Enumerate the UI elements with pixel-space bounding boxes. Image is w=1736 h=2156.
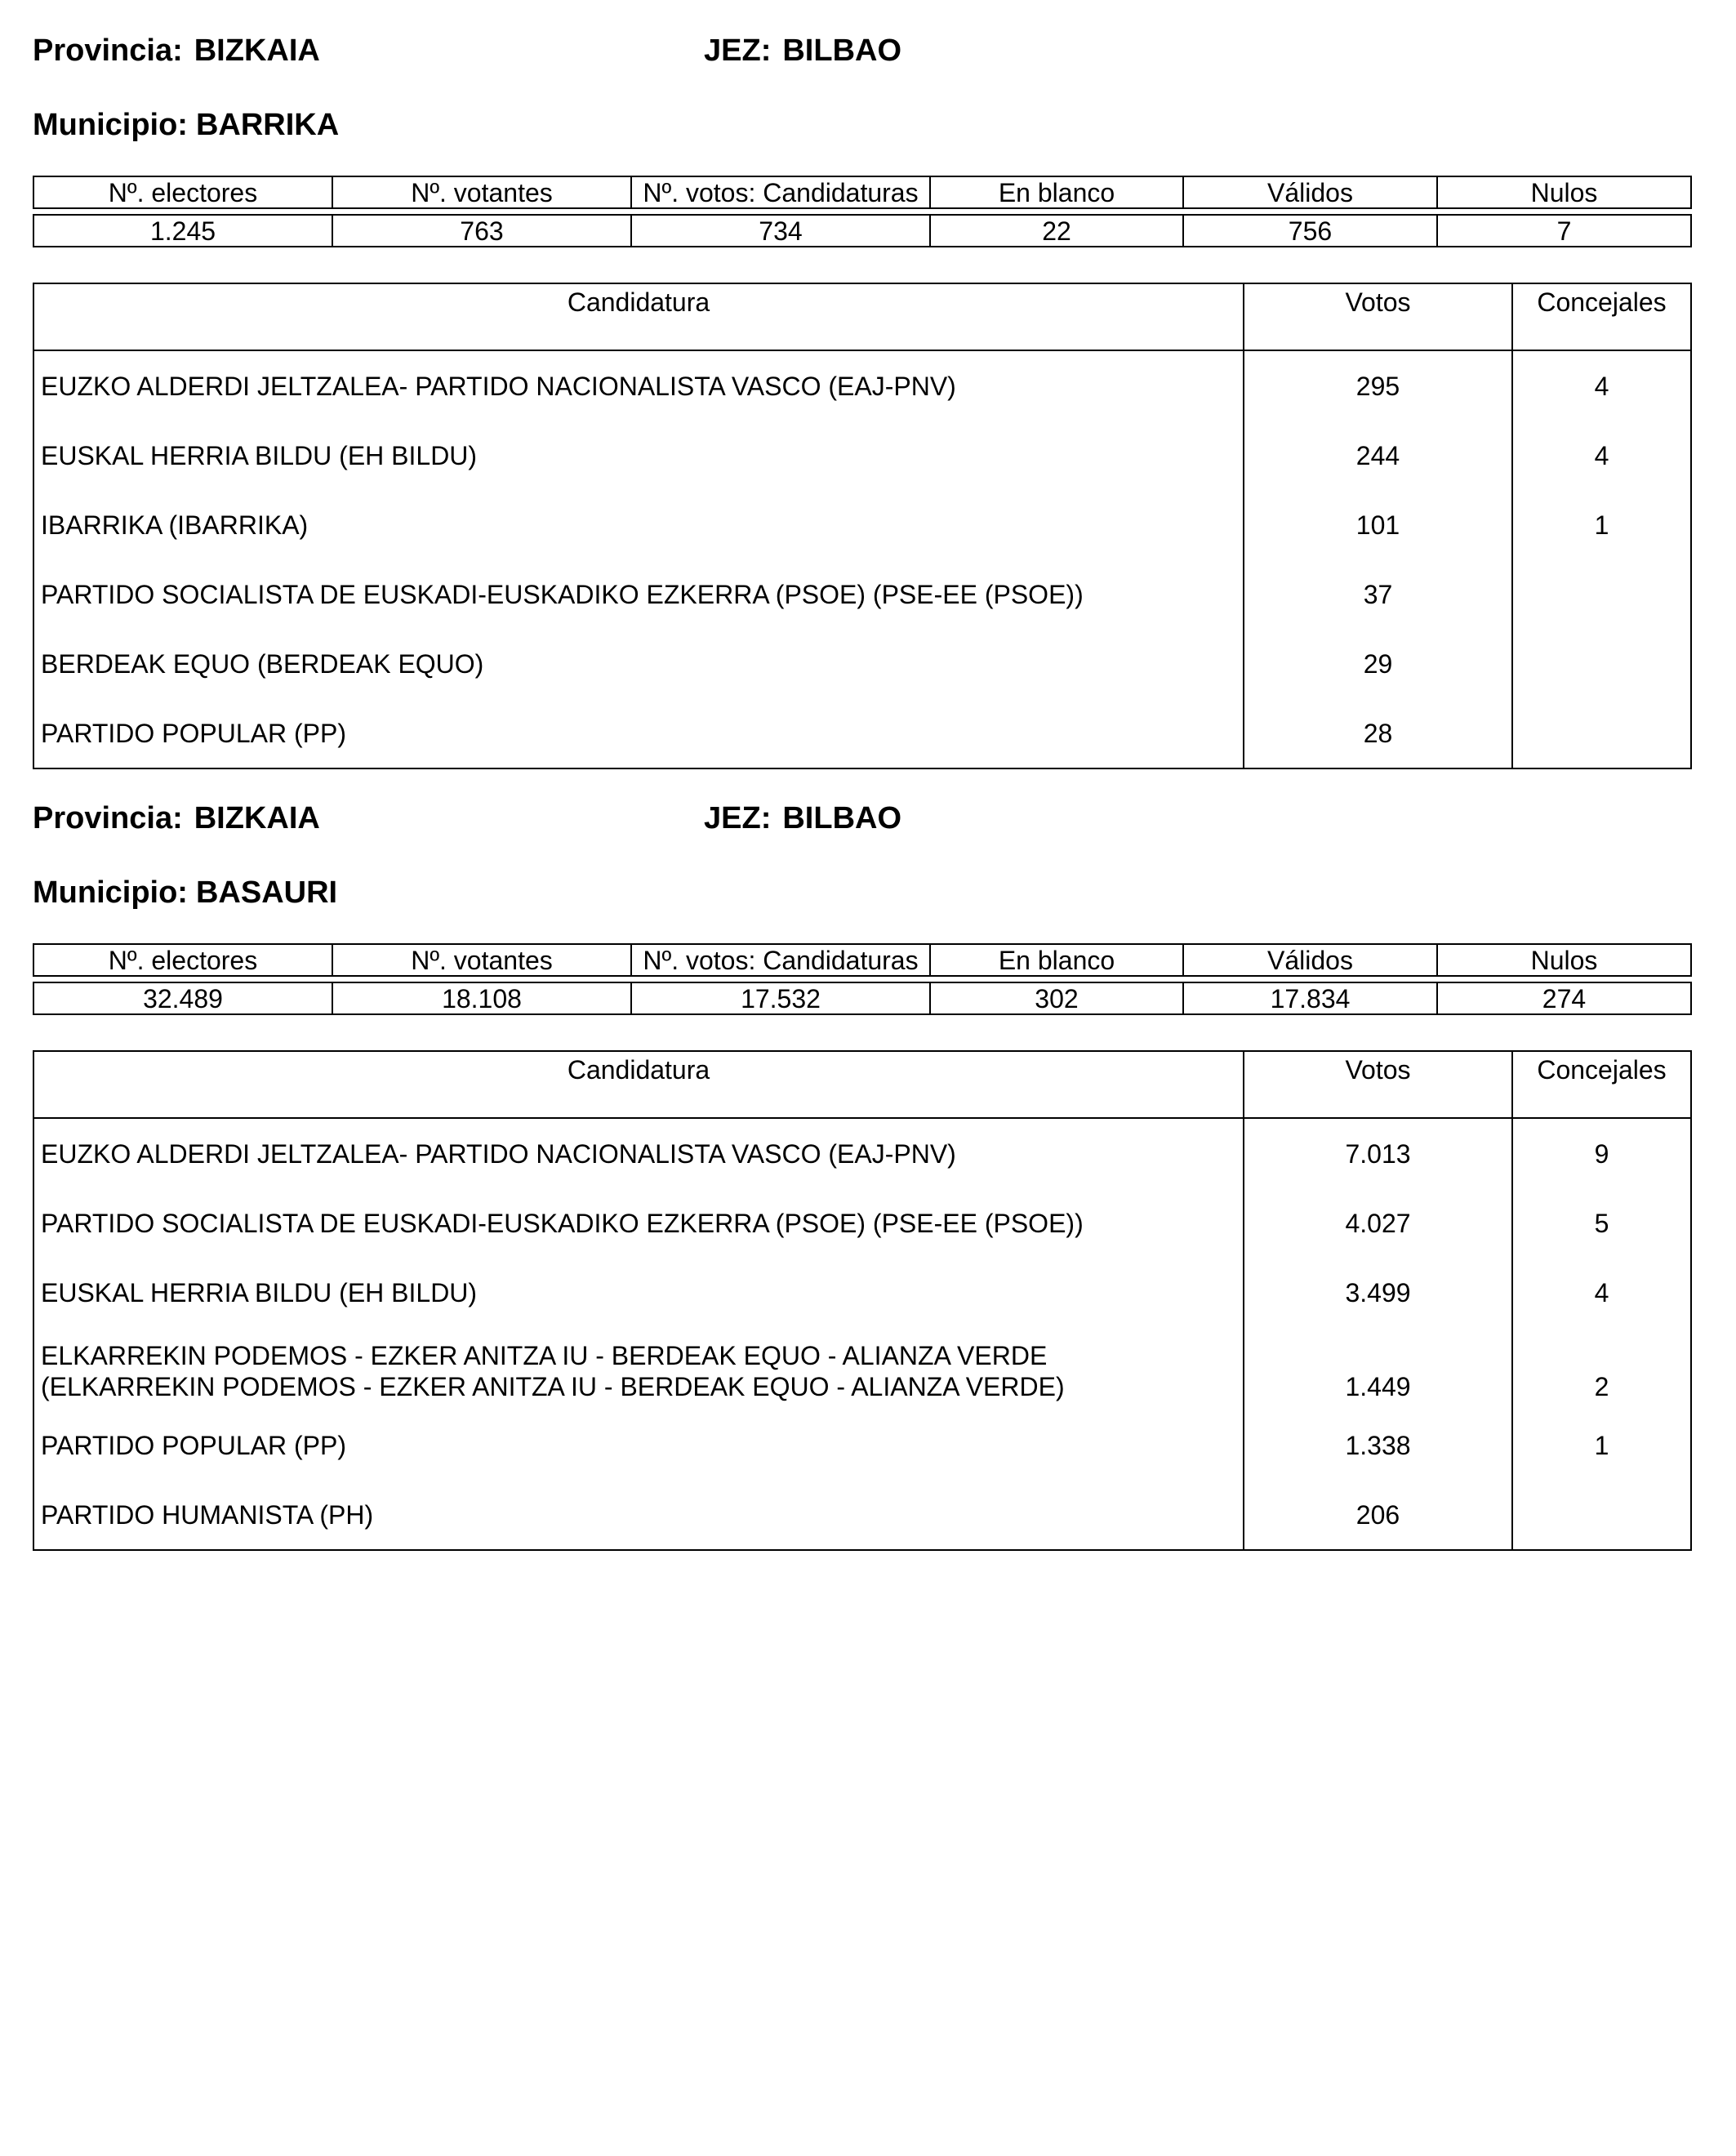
value-votantes: 18.108 — [332, 982, 631, 1014]
votos-cell: 244 — [1244, 421, 1512, 490]
concejales-cell — [1512, 698, 1691, 768]
concejales-cell — [1512, 559, 1691, 629]
candidatura-cell: PARTIDO POPULAR (PP) — [33, 698, 1244, 768]
votos-cell: 101 — [1244, 490, 1512, 559]
concejales-cell: 4 — [1512, 350, 1691, 421]
concejales-cell — [1512, 629, 1691, 698]
concejales-cell: 1 — [1512, 490, 1691, 559]
municipio-section-basauri — [0, 768, 1736, 1535]
jez-heading — [704, 800, 901, 836]
results-header-row — [33, 283, 1691, 350]
value-validos: 17.834 — [1183, 982, 1437, 1014]
candidatura-line-2: (ELKARREKIN PODEMOS - EZKER ANITZA IU - BERDEAK EQUO - ALIANZA VERDE) — [41, 1372, 1065, 1401]
votos-cell: 7.013 — [1244, 1118, 1512, 1188]
jez-heading — [704, 33, 901, 69]
candidatura-cell: EUZKO ALDERDI JELTZALEA- PARTIDO NACIONALISTA VASCO (EAJ-PNV) — [33, 1118, 1244, 1188]
candidatura-cell: BERDEAK EQUO (BERDEAK EQUO) — [33, 629, 1244, 698]
municipio-label: Municipio: — [33, 875, 188, 910]
header-votos-candidaturas: Nº. votos: Candidaturas — [631, 176, 930, 208]
results-table — [33, 1050, 1692, 1551]
header-votos-candidaturas: Nº. votos: Candidaturas — [631, 944, 930, 976]
table-row — [33, 559, 1691, 629]
municipio-label: Municipio: — [33, 108, 188, 142]
candidatura-cell: PARTIDO POPULAR (PP) — [33, 1410, 1244, 1480]
value-votos-candidaturas: 17.532 — [631, 982, 930, 1014]
summary-header-row — [33, 176, 1691, 208]
provincia-value: BIZKAIA — [194, 801, 320, 835]
concejales-cell — [1512, 1480, 1691, 1550]
header-nulos: Nulos — [1437, 176, 1691, 208]
table-row — [33, 698, 1691, 768]
municipio-value: BARRIKA — [195, 108, 340, 142]
value-validos: 756 — [1183, 215, 1437, 247]
municipio-heading — [33, 875, 337, 911]
value-electores: 1.245 — [33, 215, 332, 247]
table-row — [33, 1327, 1691, 1410]
provincia-value: BIZKAIA — [194, 33, 320, 68]
table-row — [33, 350, 1691, 421]
header-votantes: Nº. votantes — [332, 944, 631, 976]
results-table — [33, 283, 1692, 769]
concejales-cell: 4 — [1512, 1258, 1691, 1327]
header-concejales: Concejales — [1512, 1051, 1691, 1118]
summary-values-row — [33, 982, 1691, 1014]
header-votos: Votos — [1244, 283, 1512, 350]
concejales-cell: 2 — [1512, 1327, 1691, 1410]
candidatura-line-1: ELKARREKIN PODEMOS - EZKER ANITZA IU - BERDEAK EQUO - ALIANZA VERDE — [41, 1341, 1048, 1370]
provincia-heading — [33, 33, 320, 69]
value-nulos: 7 — [1437, 215, 1691, 247]
header-en-blanco: En blanco — [930, 944, 1183, 976]
jez-value: BILBAO — [782, 801, 902, 835]
votos-cell: 37 — [1244, 559, 1512, 629]
value-en-blanco: 302 — [930, 982, 1183, 1014]
table-row — [33, 490, 1691, 559]
candidatura-cell: PARTIDO SOCIALISTA DE EUSKADI-EUSKADIKO EZKERRA (PSOE) (PSE-EE (PSOE)) — [33, 1188, 1244, 1258]
votos-cell: 3.499 — [1244, 1258, 1512, 1327]
summary-table — [33, 176, 1692, 247]
jez-value: BILBAO — [782, 33, 902, 68]
candidatura-cell: EUSKAL HERRIA BILDU (EH BILDU) — [33, 421, 1244, 490]
candidatura-cell: EUZKO ALDERDI JELTZALEA- PARTIDO NACIONALISTA VASCO (EAJ-PNV) — [33, 350, 1244, 421]
concejales-cell: 9 — [1512, 1118, 1691, 1188]
candidatura-cell: PARTIDO SOCIALISTA DE EUSKADI-EUSKADIKO EZKERRA (PSOE) (PSE-EE (PSOE)) — [33, 559, 1244, 629]
jez-label: JEZ: — [704, 33, 772, 68]
header-votantes: Nº. votantes — [332, 176, 631, 208]
header-nulos: Nulos — [1437, 944, 1691, 976]
header-en-blanco: En blanco — [930, 176, 1183, 208]
header-validos: Válidos — [1183, 176, 1437, 208]
header-votos: Votos — [1244, 1051, 1512, 1118]
votos-cell: 29 — [1244, 629, 1512, 698]
value-electores: 32.489 — [33, 982, 332, 1014]
municipio-heading — [33, 107, 339, 143]
table-row — [33, 1188, 1691, 1258]
header-concejales: Concejales — [1512, 283, 1691, 350]
candidatura-cell — [33, 1327, 1244, 1410]
candidatura-cell: IBARRIKA (IBARRIKA) — [33, 490, 1244, 559]
votos-cell: 1.338 — [1244, 1410, 1512, 1480]
table-row — [33, 421, 1691, 490]
concejales-cell: 5 — [1512, 1188, 1691, 1258]
municipio-value: BASAURI — [195, 875, 338, 910]
provincia-label: Provincia: — [33, 801, 183, 835]
header-electores: Nº. electores — [33, 944, 332, 976]
candidatura-cell: PARTIDO HUMANISTA (PH) — [33, 1480, 1244, 1550]
table-row — [33, 629, 1691, 698]
table-row — [33, 1480, 1691, 1550]
summary-values-row — [33, 215, 1691, 247]
municipio-section-barrika — [0, 0, 1736, 768]
results-header-row — [33, 1051, 1691, 1118]
value-votos-candidaturas: 734 — [631, 215, 930, 247]
votos-cell: 28 — [1244, 698, 1512, 768]
value-en-blanco: 22 — [930, 215, 1183, 247]
concejales-cell: 4 — [1512, 421, 1691, 490]
jez-label: JEZ: — [704, 801, 772, 835]
concejales-cell: 1 — [1512, 1410, 1691, 1480]
provincia-label: Provincia: — [33, 33, 183, 68]
header-electores: Nº. electores — [33, 176, 332, 208]
votos-cell: 295 — [1244, 350, 1512, 421]
summary-header-row — [33, 944, 1691, 976]
votos-cell: 206 — [1244, 1480, 1512, 1550]
table-row — [33, 1410, 1691, 1480]
provincia-heading — [33, 800, 320, 836]
votos-cell: 1.449 — [1244, 1327, 1512, 1410]
summary-table — [33, 943, 1692, 1015]
header-candidatura: Candidatura — [33, 1051, 1244, 1118]
header-candidatura: Candidatura — [33, 283, 1244, 350]
table-row — [33, 1258, 1691, 1327]
table-row — [33, 1118, 1691, 1188]
header-validos: Válidos — [1183, 944, 1437, 976]
value-votantes: 763 — [332, 215, 631, 247]
value-nulos: 274 — [1437, 982, 1691, 1014]
candidatura-cell: EUSKAL HERRIA BILDU (EH BILDU) — [33, 1258, 1244, 1327]
votos-cell: 4.027 — [1244, 1188, 1512, 1258]
